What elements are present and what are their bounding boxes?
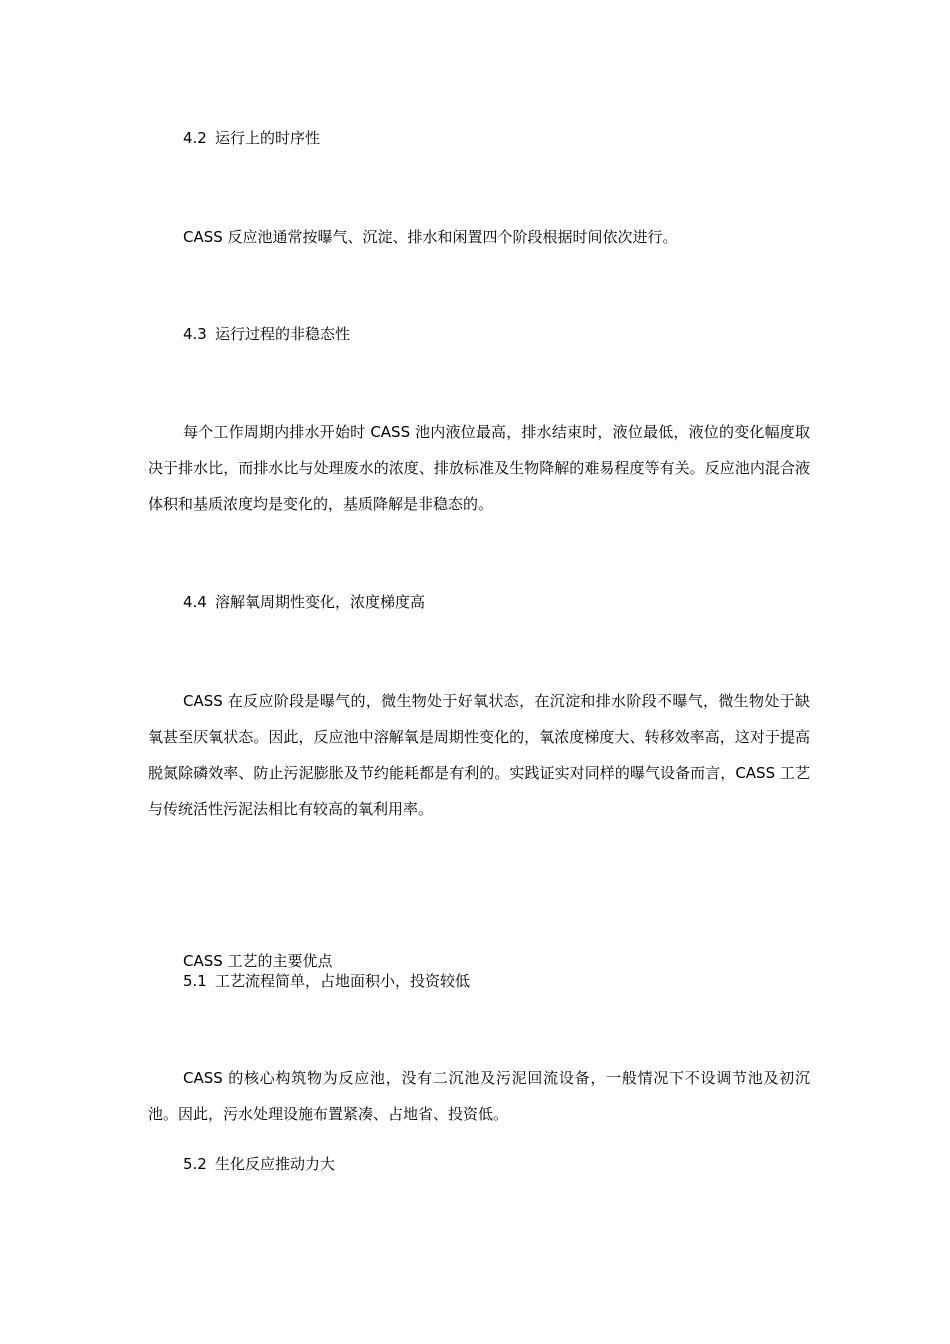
paragraph-4-3: 每个工作周期内排水开始时 CASS 池内液位最高，排水结束时，液位最低，液位的变化幅度取决于排水比，而排水比与处理废水的浓度、排放标准及生物降解的难易程度等有关。反应池内混合液体积和基质浓度均是变化的，基质降解是非稳态的。: [148, 423, 810, 513]
section-title: 运行过程的非稳态性: [215, 325, 351, 343]
section-title: 工艺流程简单，占地面积小，投资较低: [215, 972, 471, 990]
paragraph-4-4: CASS 在反应阶段是曝气的，微生物处于好氧状态，在沉淀和排水阶段不曝气，微生物处于缺氧甚至厌氧状态。因此，反应池中溶解氧是周期性变化的，氧浓度梯度大、转移效率高，这对于提高脱氮除磷效率、防止污泥膨胀及节约能耗都是有利的。实践证实对同样的曝气设备而言，CASS 工艺与传统活性污泥法相比有较高的氧利用率。: [148, 692, 810, 818]
section-title: 运行上的时序性: [215, 129, 321, 147]
section-title: 生化反应推动力大: [215, 1155, 336, 1173]
paragraph-5-1: CASS 的核心构筑物为反应池，没有二沉池及污泥回流设备，一般情况下不设调节池及初沉池。因此，污水处理设施布置紧凑、占地省、投资低。: [148, 1069, 810, 1123]
section-heading-5-1: [183, 970, 470, 992]
section-heading-4-4: [183, 591, 425, 613]
paragraph-4-2: CASS 反应池通常按曝气、沉淀、排水和闲置四个阶段根据时间依次进行。: [183, 228, 678, 246]
section-heading-4-3: [183, 323, 350, 345]
section-number: 4.2: [183, 129, 207, 147]
section-number: 4.3: [183, 325, 207, 343]
section-number: 5.2: [183, 1155, 207, 1173]
section-number: 4.4: [183, 593, 207, 611]
section-heading-5-2: [183, 1153, 335, 1175]
section-number: 5.1: [183, 972, 207, 990]
section-heading-4-2: [183, 127, 320, 149]
chapter-heading-5: CASS 工艺的主要优点: [183, 952, 333, 970]
section-title: 溶解氧周期性变化，浓度梯度高: [215, 593, 426, 611]
